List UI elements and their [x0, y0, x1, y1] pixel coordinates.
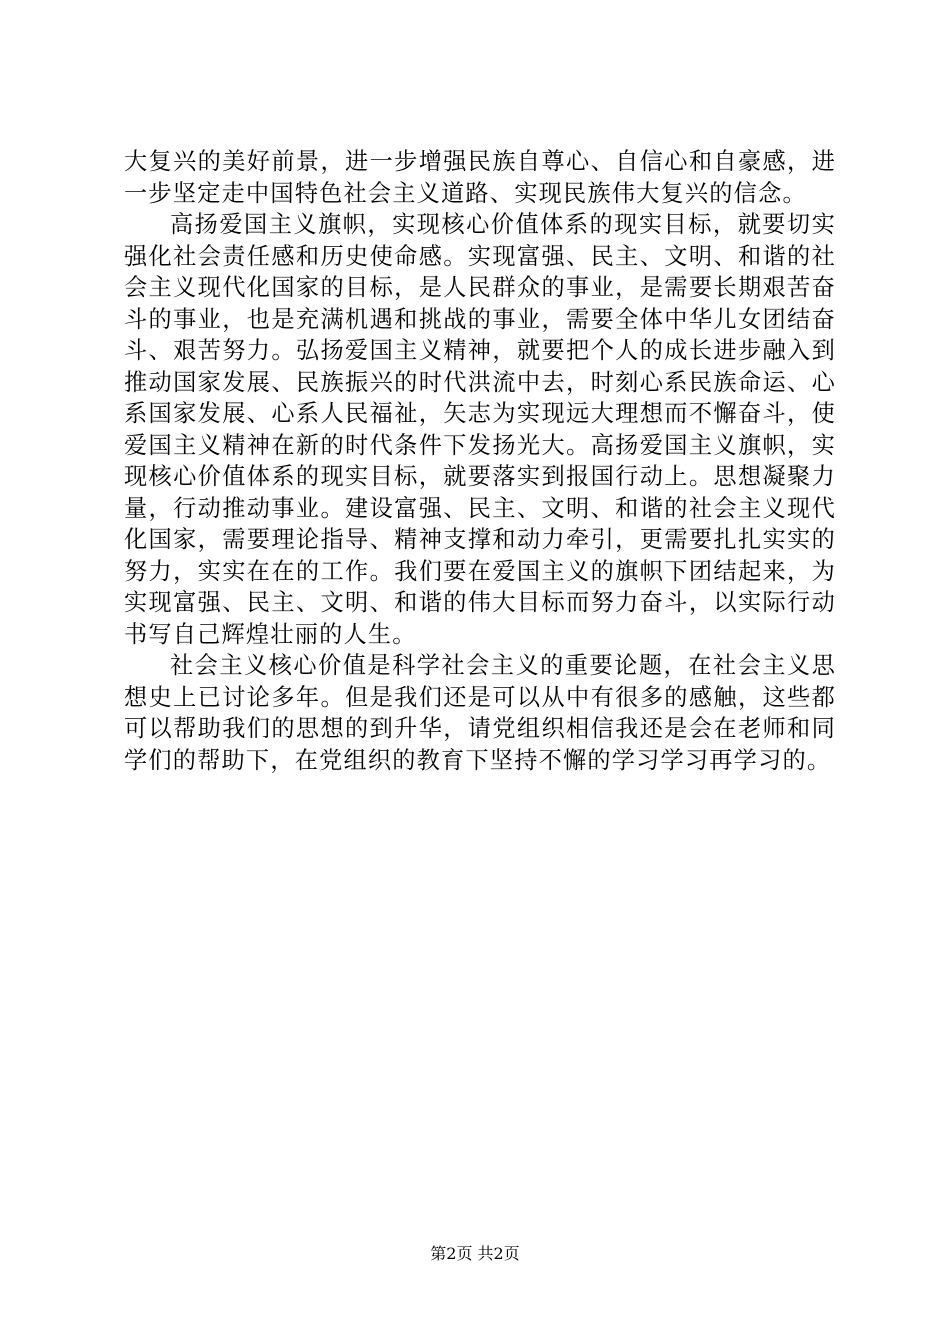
- body-text: [124, 146, 836, 776]
- paragraph-1: 大复兴的美好前景，进一步增强民族自尊心、自信心和自豪感，进一步坚定走中国特色社会主义道路、实现民族伟大复兴的信念。: [124, 148, 836, 207]
- paragraph-2: 高扬爱国主义旗帜，实现核心价值体系的现实目标，就要切实强化社会责任感和历史使命感。实现富强、民主、文明、和谐的社会主义现代化国家的目标，是人民群众的事业，是需要长期艰苦奋斗的事业，也是充满机遇和挑战的事业，需要全体中华儿女团结奋斗、艰苦努力。弘扬爱国主义精神，就要把个人的成长进步融入到推动国家发展、民族振兴的时代洪流中去，时刻心系民族命运、心系国家发展、心系人民福祉，矢志为实现远大理想而不懈奋斗，使爱国主义精神在新的时代条件下发扬光大。高扬爱国主义旗帜，实现核心价值体系的现实目标，就要落实到报国行动上。思想凝聚力量，行动推动事业。建设富强、民主、文明、和谐的社会主义现代化国家，需要理论指导、精神支撑和动力牵引，更需要扎扎实实的努力，实实在在的工作。我们要在爱国主义的旗帜下团结起来，为实现富强、民主、文明、和谐的伟大目标而努力奋斗，以实际行动书写自己辉煌壮丽的人生。: [124, 211, 836, 648]
- page-footer: [0, 1244, 950, 1264]
- paragraph-3: 社会主义核心价值是科学社会主义的重要论题，在社会主义思想史上已讨论多年。但是我们还是可以从中有很多的感触，这些都可以帮助我们的思想的到升华，请党组织相信我还是会在老师和同学们的帮助下，在党组织的教育下坚持不懈的学习学习再学习的。: [124, 652, 836, 774]
- page-number: 第2页 共2页: [430, 1244, 520, 1263]
